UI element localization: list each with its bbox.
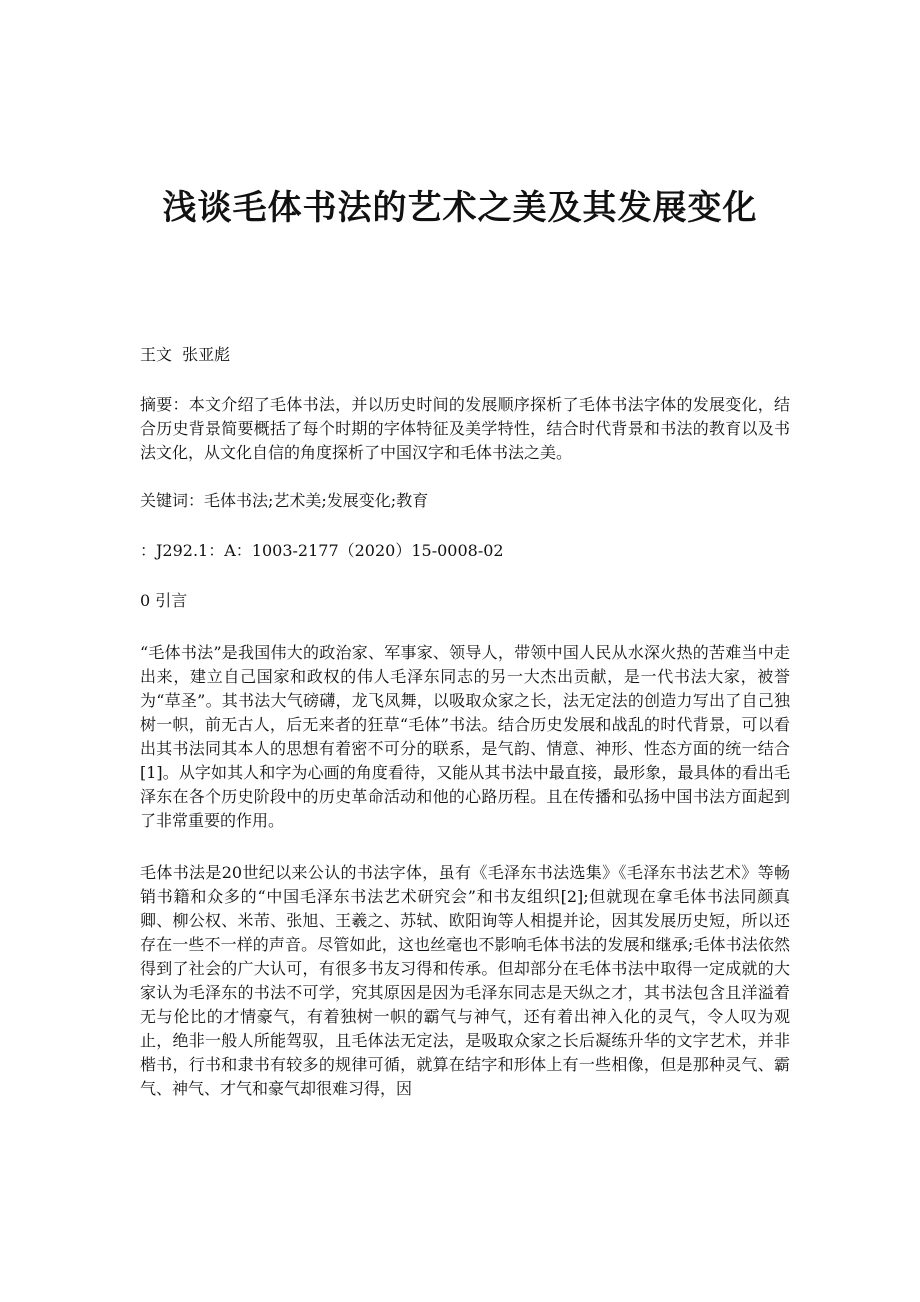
keywords (140, 489, 790, 513)
paper-title: 浅谈毛体书法的艺术之美及其发展变化 (162, 188, 758, 228)
keywords-label: 关键词： (140, 491, 205, 510)
abstract-label: 摘要： (140, 395, 189, 414)
abstract-text: 本文介绍了毛体书法，并以历史时间的发展顺序探析了毛体书法字体的发展变化，结合历史背景简要概括了每个时期的字体特征及美学特性，结合时代背景和书法的教育以及书法文化，从文化自信的角度探析了中国汉字和毛体书法之美。 (140, 395, 790, 462)
body-paragraph: 毛体书法是20世纪以来公认的书法字体，虽有《毛泽东书法选集》《毛泽东书法艺术》等畅销书籍和众多的“中国毛泽东书法艺术研究会”和书友组织[2];但就现在拿毛体书法同颜真卿、柳公权、米芾、张旭、王羲之、苏轼、欧阳询等人相提并论，因其发展历史短，所以还存在一些不一样的声音。尽管如此，这也丝毫也不影响毛体书法的发展和继承;毛体书法依然得到了社会的广大认可，有很多书友习得和传承。但却部分在毛体书法中取得一定成就的大家认为毛泽东的书法不可学，究其原因是因为毛泽东同志是天纵之才，其书法包含且洋溢着无与伦比的才情豪气，有着独树一帜的霸气与神气，还有着出神入化的灵气，令人叹为观止，绝非一般人所能驾驭，且毛体法无定法，是吸取众家之长后凝练升华的文字艺术，并非楷书，行书和隶书有较多的规律可循，就算在结字和形体上有一些相像，但是那种灵气、霸气、神气、才气和豪气却很难习得，因 (140, 863, 790, 1098)
abstract (140, 393, 790, 465)
classification-line: ：J292.1：A：1003-2177（2020）15-0008-02 (140, 541, 504, 560)
author-line: 王文 张亚彪 (140, 345, 231, 364)
paper-body (140, 343, 790, 1127)
keywords-text: 毛体书法;艺术美;发展变化;教育 (204, 491, 429, 510)
body-paragraph: “毛体书法”是我国伟大的政治家、军事家、领导人，带领中国人民从水深火热的苦难当中走出来，建立自己国家和政权的伟人毛泽东同志的另一大杰出贡献，是一代书法大家，被誉为“草圣”。其书法大气磅礴，龙飞凤舞，以吸取众家之长，法无定法的创造力写出了自己独树一帜，前无古人，后无来者的狂草“毛体”书法。结合历史发展和战乱的时代背景，可以看出其书法同其本人的思想有着密不可分的联系，是气韵、情意、神形、性态方面的统一结合[1]。从字如其人和字为心画的角度看待，又能从其书法中最直接，最形象，最具体的看出毛泽东在各个历史阶段中的历史革命活动和他的心路历程。且在传播和弘扬中国书法方面起到了非常重要的作用。 (140, 643, 790, 830)
section-heading: 0 引言 (140, 591, 188, 610)
